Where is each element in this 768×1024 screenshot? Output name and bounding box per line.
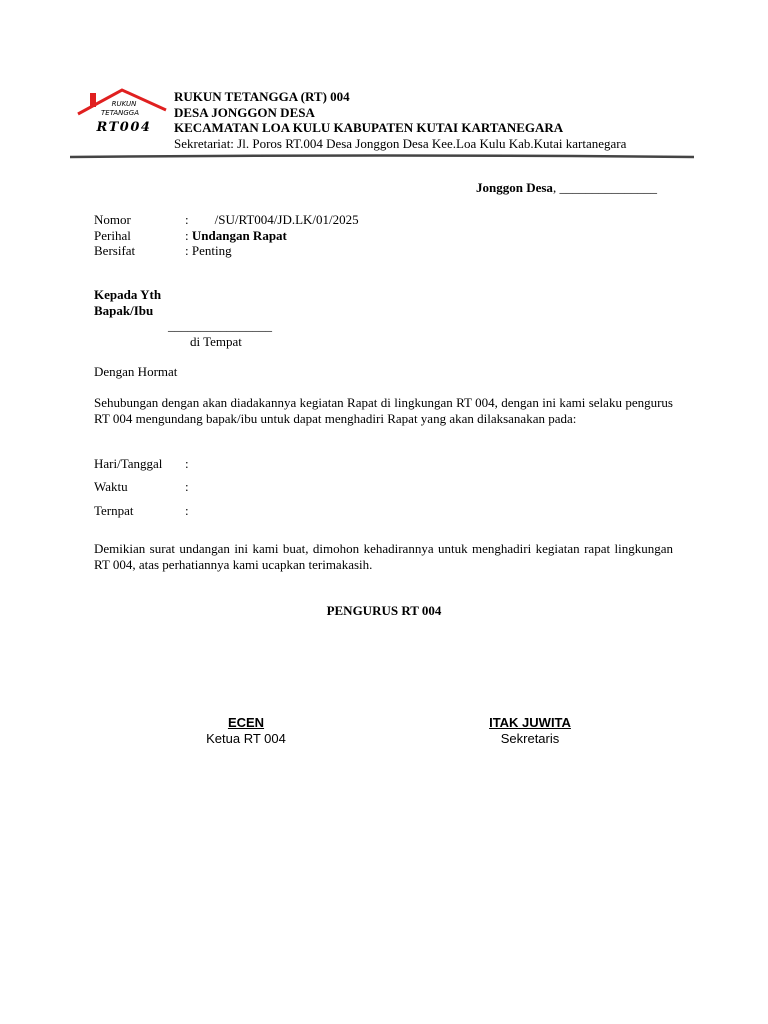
- intro-paragraph: Sehubungan dengan akan diadakannya kegiatan Rapat di lingkungan RT 004, dengan ini kami selaku pengurus RT 004 mengundang bapak/ibu untuk dapat menghadiri Rapat yang akan dilaksanakan pada:: [94, 395, 673, 426]
- logo-text-3: RT004: [96, 120, 152, 135]
- signature-left: [146, 715, 346, 747]
- recipient-line1: Kepada Yth: [94, 287, 162, 302]
- rt-logo: [76, 88, 168, 136]
- date-place: Jonggon Desa: [476, 180, 553, 195]
- signature-heading: PENGURUS RT 004: [326, 603, 442, 618]
- secretariat-address: Sekretariat: Jl. Poros RT.004 Desa Jonggon Desa Kee.Loa Kulu Kab.Kutai kartanegara: [174, 136, 627, 151]
- secretary-role: Sekretaris: [500, 731, 560, 746]
- letterhead-rule: [70, 154, 694, 159]
- logo-text-2: TETANGGA: [101, 109, 139, 117]
- recipient-place: di Tempat: [190, 334, 242, 349]
- chairman-name: ECEN: [227, 715, 265, 730]
- detail-label-date: Hari/Tanggal: [94, 456, 163, 471]
- detail-label-place: Ternpat: [94, 503, 134, 518]
- bersifat-label: Bersifat: [94, 243, 136, 258]
- secretary-name: ITAK JUWITA: [489, 715, 571, 730]
- bersifat-value: : Penting: [185, 243, 232, 258]
- detail-label-time: Waktu: [94, 479, 128, 494]
- date-blank: , _______________: [552, 180, 657, 195]
- village-name: DESA JONGGON DESA: [174, 105, 315, 120]
- detail-colon-date: :: [185, 456, 189, 471]
- perihal-row: [185, 228, 287, 244]
- nomor-label: Nomor: [94, 212, 131, 227]
- closing-paragraph: Demikian surat undangan ini kami buat, dimohon kehadirannya untuk menghadiri kegiatan rapat lingkungan RT 004, atas perhatiannya kami ucapkan terimakasih.: [94, 541, 673, 572]
- signature-right: [430, 715, 630, 747]
- logo-text-1: RUKUN: [111, 100, 137, 108]
- district-name: KECAMATAN LOA KULU KABUPATEN KUTAI KARTANEGARA: [174, 120, 564, 135]
- perihal-value: Undangan Rapat: [191, 228, 287, 243]
- recipient-blank: ________________: [168, 318, 272, 333]
- recipient-line2: Bapak/Ibu: [94, 303, 154, 318]
- detail-colon-time: :: [185, 479, 189, 494]
- detail-colon-place: :: [185, 503, 189, 518]
- date-line: [476, 180, 657, 196]
- greeting: Dengan Hormat: [94, 364, 178, 379]
- chairman-role: Ketua RT 004: [206, 731, 286, 746]
- perihal-label: Perihal: [94, 228, 131, 243]
- nomor-value: : /SU/RT004/JD.LK/01/2025: [185, 212, 359, 227]
- perihal-colon: :: [185, 228, 192, 243]
- org-name: RUKUN TETANGGA (RT) 004: [174, 89, 350, 104]
